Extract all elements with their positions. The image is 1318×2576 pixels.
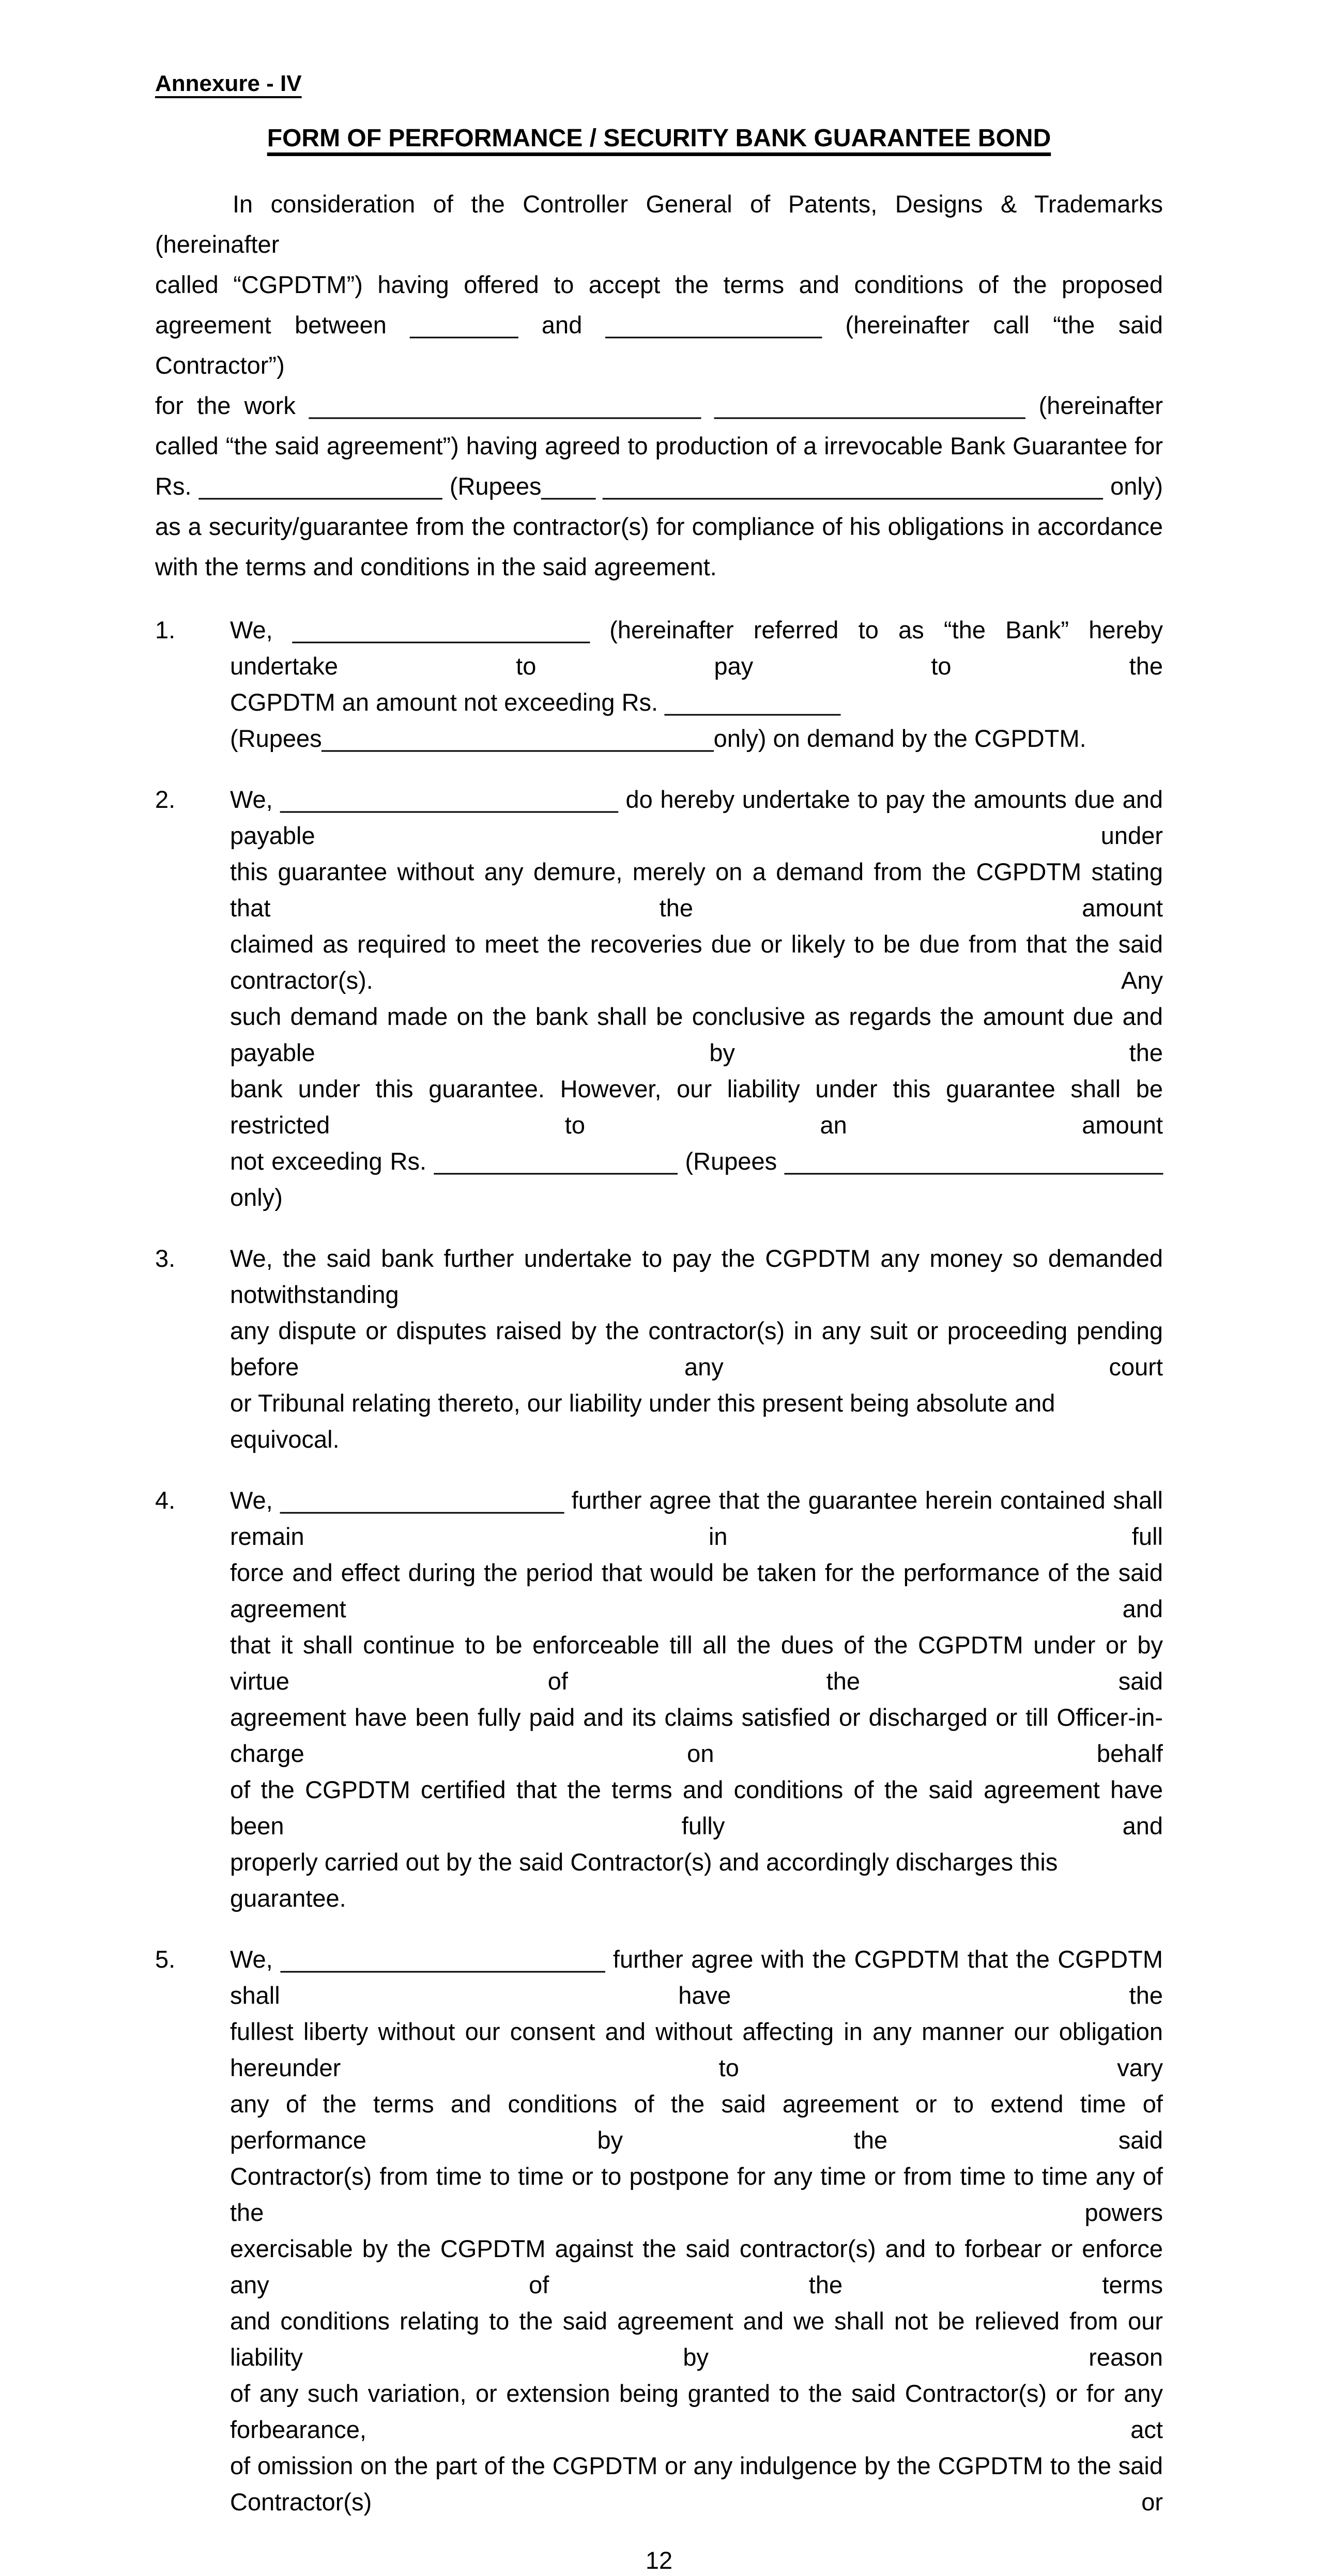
- item-number: 3.: [155, 1245, 176, 1272]
- list-item-2: [155, 781, 1163, 1216]
- text-line: with the terms and conditions in the said agreement.: [155, 553, 717, 580]
- text-line: that it shall continue to be enforceable till all the dues of the CGPDTM under or by virtue of the said: [230, 1631, 1163, 1695]
- text-line: force and effect during the period that would be taken for the performance of the said agreement and: [230, 1559, 1163, 1622]
- document-title: FORM OF PERFORMANCE / SECURITY BANK GUARANTEE BOND: [267, 125, 1051, 152]
- numbered-clauses: [155, 612, 1163, 2520]
- list-item-4: [155, 1482, 1163, 1916]
- text-line: (Rupees_____________________________only) on demand by the CGPDTM.: [230, 725, 1086, 752]
- text-line: We, ________________________ further agree with the CGPDTM that the CGPDTM shall have the: [230, 1945, 1163, 2009]
- intro-paragraph: [155, 184, 1163, 587]
- text-line: called “the said agreement”) having agreed to production of a irrevocable Bank Guarantee for: [155, 432, 1163, 459]
- text-line: or Tribunal relating thereto, our liability under this present being absolute and equivocal.: [230, 1389, 1055, 1453]
- text-line: not exceeding Rs. __________________ (Rupees ____________________________ only): [230, 1147, 1163, 1211]
- text-line: this guarantee without any demure, merely on a demand from the CGPDTM stating that the amount: [230, 858, 1163, 922]
- item-number: 5.: [155, 1945, 176, 1973]
- text-line: of the CGPDTM certified that the terms and conditions of the said agreement have been fully and: [230, 1776, 1163, 1839]
- text-line: CGPDTM an amount not exceeding Rs. _____________: [230, 688, 840, 716]
- text-line: We, ______________________ (hereinafter referred to as “the Bank” hereby undertake to pay to the: [230, 616, 1163, 680]
- item-number: 2.: [155, 786, 176, 813]
- text-line: We, the said bank further undertake to pay the CGPDTM any money so demanded notwithstanding: [230, 1245, 1163, 1308]
- text-line: agreement between ________ and ________________ (hereinafter call “the said Contractor”): [155, 311, 1163, 379]
- text-line: claimed as required to meet the recoveries due or likely to be due from that the said contractor(s). Any: [230, 930, 1163, 994]
- item-number: 1.: [155, 616, 176, 643]
- text-line: any of the terms and conditions of the said agreement or to extend time of performance by the said: [230, 2090, 1163, 2154]
- text-line: and conditions relating to the said agreement and we shall not be relieved from our liability by reason: [230, 2307, 1163, 2371]
- text-line: called “CGPDTM”) having offered to accept the terms and conditions of the proposed: [155, 271, 1163, 298]
- annexure-label: Annexure - IV: [155, 71, 302, 96]
- text-line: agreement have been fully paid and its claims satisfied or discharged or till Officer-in-charge on behalf: [230, 1704, 1163, 1767]
- text-line: We, _________________________ do hereby undertake to pay the amounts due and payable under: [230, 786, 1163, 849]
- list-item-1: [155, 612, 1163, 757]
- text-line: as a security/guarantee from the contractor(s) for compliance of his obligations in accordance: [155, 513, 1163, 540]
- page-number: 12: [645, 2547, 673, 2574]
- item-number: 4.: [155, 1486, 176, 1514]
- text-line: properly carried out by the said Contractor(s) and accordingly discharges this guarantee.: [230, 1848, 1058, 1912]
- text-line: any dispute or disputes raised by the contractor(s) in any suit or proceeding pending before any court: [230, 1317, 1163, 1381]
- text-line: bank under this guarantee. However, our liability under this guarantee shall be restricted to an amount: [230, 1075, 1163, 1139]
- text-line: for the work _____________________________ _______________________ (hereinafter: [155, 392, 1163, 419]
- text-line: of any such variation, or extension being granted to the said Contractor(s) or for any forbearance, act: [230, 2380, 1163, 2443]
- text-line: fullest liberty without our consent and without affecting in any manner our obligation hereunder to vary: [230, 2018, 1163, 2081]
- list-item-5: [155, 1941, 1163, 2520]
- text-line: exercisable by the CGPDTM against the said contractor(s) and to forbear or enforce any of the terms: [230, 2235, 1163, 2298]
- text-line: We, _____________________ further agree that the guarantee herein contained shall remain in full: [230, 1486, 1163, 1550]
- list-item-3: [155, 1240, 1163, 1458]
- text-line: Rs. __________________ (Rupees____ _____________________________________ only): [155, 472, 1163, 500]
- text-line: In consideration of the Controller General of Patents, Designs & Trademarks (hereinafter: [155, 190, 1163, 258]
- text-line: such demand made on the bank shall be conclusive as regards the amount due and payable by the: [230, 1003, 1163, 1066]
- text-line: Contractor(s) from time to time or to postpone for any time or from time to time any of the powers: [230, 2163, 1163, 2226]
- text-line: of omission on the part of the CGPDTM or any indulgence by the CGPDTM to the said Contractor(s) or: [230, 2452, 1163, 2516]
